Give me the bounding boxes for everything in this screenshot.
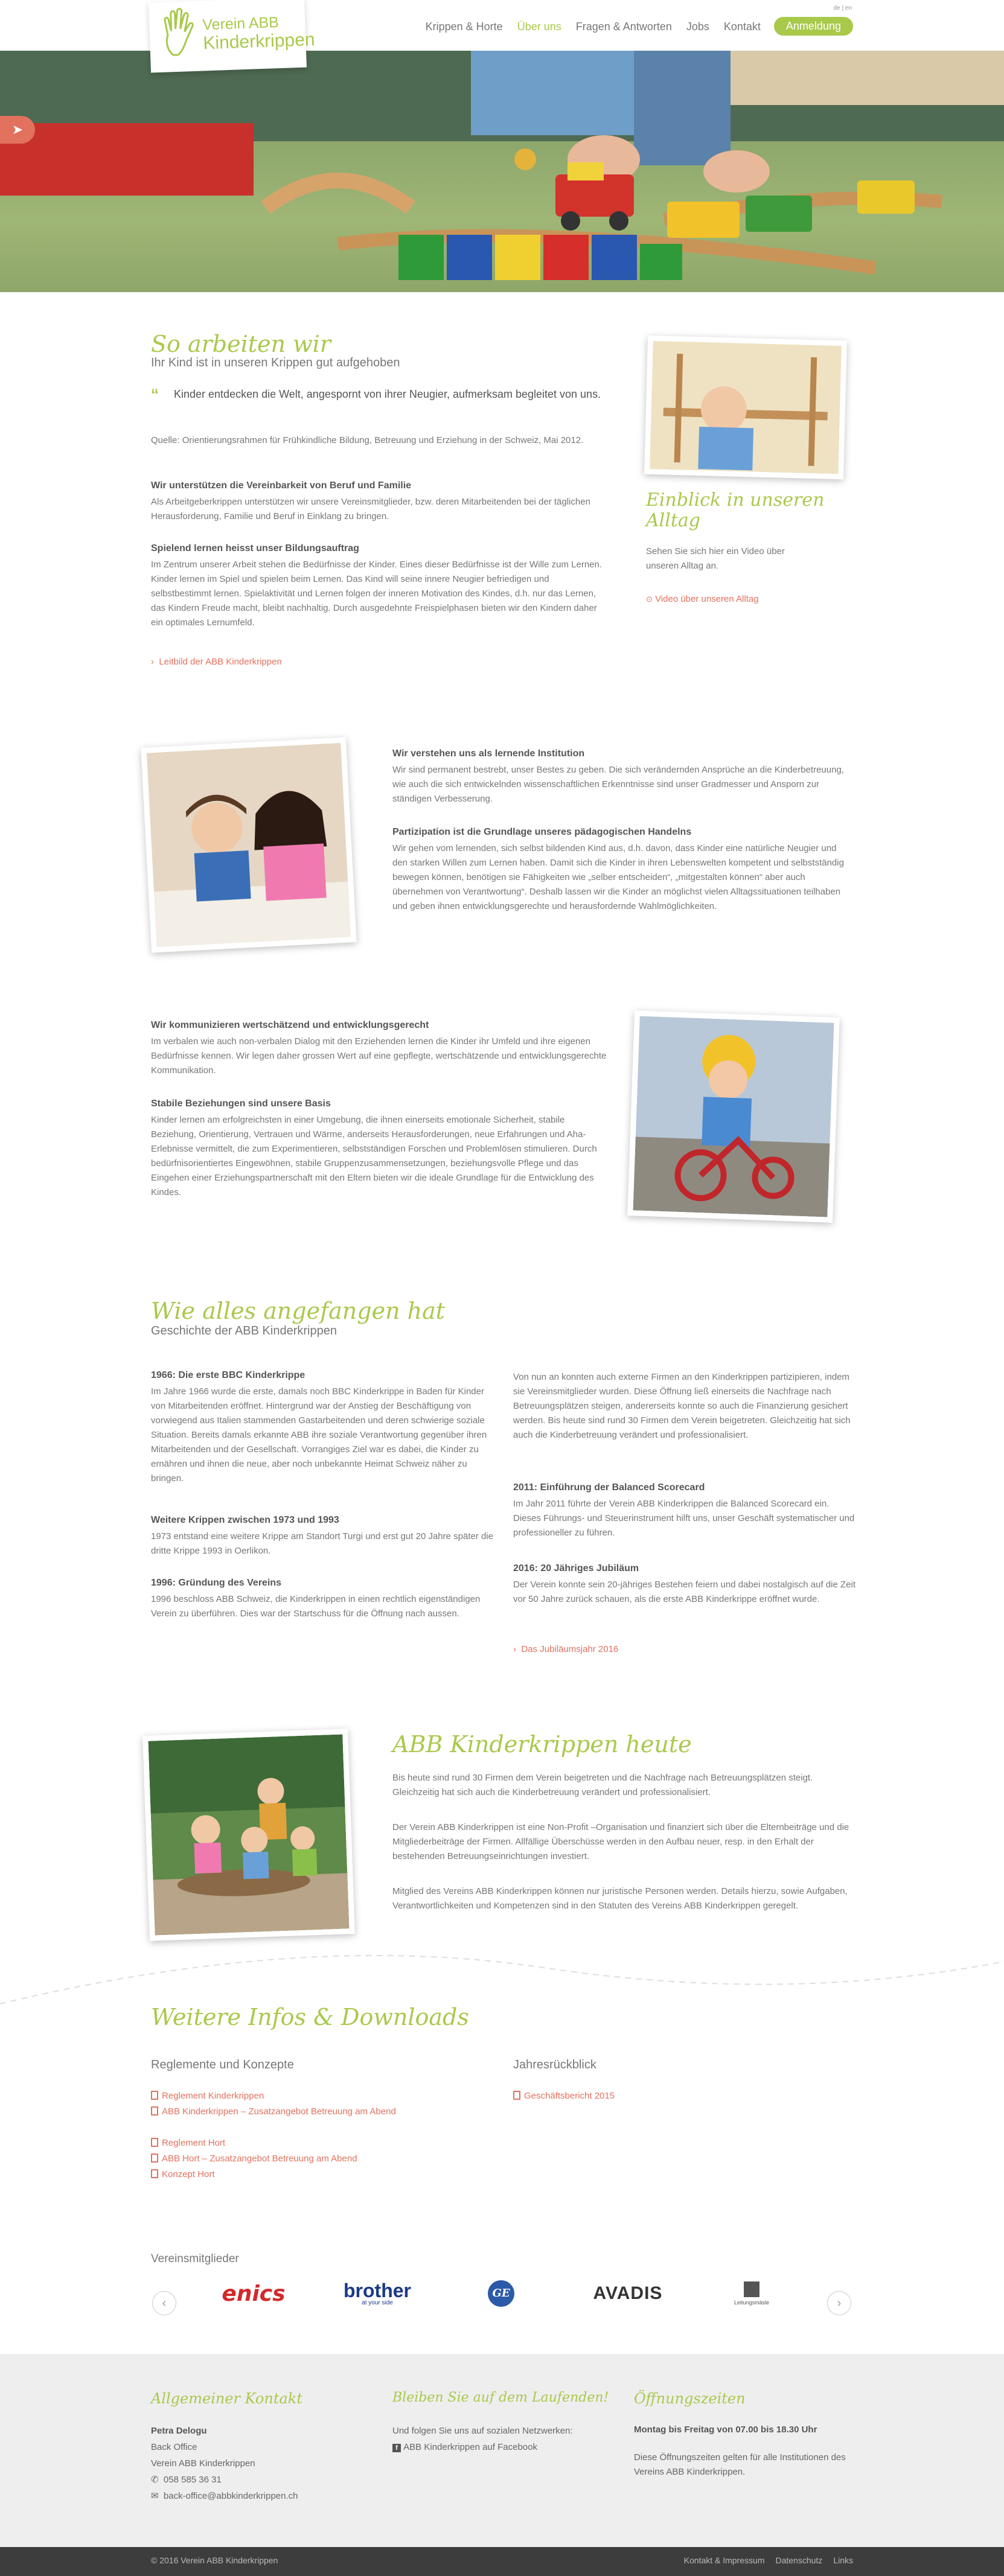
downloads-col1-group1 — [151, 2088, 396, 2120]
s2-p2-title: Partizipation ist die Grundlage unseres pädagogischen Handelns — [392, 827, 692, 837]
copyright: © 2016 Verein ABB Kinderkrippen — [151, 2555, 278, 2565]
leitbild-link-label: Leitbild der ABB Kinderkrippen — [159, 657, 282, 667]
leitungsmaesle-logo-text: Leitungsmäsle — [734, 2300, 770, 2306]
playground-illustration — [148, 1734, 349, 1935]
link-links[interactable]: Links — [833, 2555, 853, 2565]
p2-text: Im Zentrum unserer Arbeit stehen die Bedürfnisse der Kinder. Eines dieser Bedürfnisse ist der Wille zum Lernen. Kinder lernen im Spiel und spielen beim Lernen. Das Kind will seine innere Neugier befriedigen und selbstbestimmt lernen. Spielaktivität und Lernen folgen der inneren Motivation des Kindes, d.h. nur das Lernen, das Kindern Freude macht, bleibt nachhaltig. Durch ausgedehnte Freispielphasen bieten wir den Kindern daher ein optimales Lernumfeld. — [151, 560, 603, 628]
nav-ueber-uns[interactable]: Über uns — [517, 21, 561, 33]
history-subtitle: Geschichte der ABB Kinderkrippen — [151, 1324, 337, 1337]
video-link-label: Video über unseren Alltag — [655, 594, 759, 604]
chevron-left-icon: ‹ — [162, 2297, 167, 2310]
member-logo-brother[interactable] — [332, 2275, 423, 2312]
chevron-right-icon: › — [837, 2297, 842, 2310]
s2-p1-text: Wir sind permanent bestrebt, unser Bestes zu geben. Die sich verändernden Ansprüche an die Kinderbetreuung, wie auch die sich entwickelnden wissenschaftlichen Erkenntnisse sind unser Gradmesser und Ansporn zur ständigen Verbesserung. — [392, 765, 844, 804]
downloads-col2-items — [513, 2088, 615, 2104]
h1973-title: Weitere Krippen zwischen 1973 und 1993 — [151, 1515, 339, 1525]
photo-child-on-tricycle — [627, 1010, 840, 1223]
social-text: Und folgen Sie uns auf sozialen Netzwerken: — [392, 2426, 573, 2436]
downloads-col1-group2 — [151, 2135, 357, 2182]
download-reglement-hort[interactable] — [151, 2135, 357, 2151]
side-text: Sehen Sie sich hier ein Video über unseren Alltag an. — [646, 546, 785, 571]
s3-p1-title: Wir kommunizieren wertschätzend und entwicklungsgerecht — [151, 1020, 429, 1030]
source-text: Quelle: Orientierungsrahmen für Frühkindliche Bildung, Betreuung und Erziehung in der Schweiz, Mai 2012. — [151, 435, 584, 445]
photo-child-in-crib — [644, 336, 847, 480]
download-label: ABB Hort – Zusatzangebot Betreuung am Abend — [162, 2154, 357, 2164]
play-circle-icon: ⊙ — [646, 595, 653, 604]
facebook-link[interactable] — [392, 2439, 573, 2455]
section-title-today: ABB Kinderkrippen heute — [392, 1731, 692, 1758]
p1-title: Wir unterstützen die Vereinbarkeit von Beruf und Familie — [151, 480, 412, 491]
download-label: Reglement Kinderkrippen — [162, 2091, 264, 2101]
logo[interactable] — [149, 0, 316, 72]
nav-kontakt[interactable]: Kontakt — [723, 21, 761, 33]
link-kontakt-impressum[interactable]: Kontakt & Impressum — [683, 2555, 765, 2565]
p2-title: Spielend lernen heisst unser Bildungsauftrag — [151, 543, 359, 553]
brother-tagline: at your side — [362, 2299, 393, 2306]
quote-text: Kinder entdecken die Welt, angespornt von ihrer Neugier, aufmerksam begleitet von uns. — [174, 388, 601, 400]
site-header — [0, 0, 1004, 54]
today-p1: Bis heute sind rund 30 Firmen dem Verein beigetreten und die Nachfrage nach Betreuungsplätzen steigt. Gleichzeitig hat sich auch die Kinderbetreuung verändert und professionalisiert. — [392, 1773, 813, 1797]
section-title-downloads: Weitere Infos & Downloads — [151, 2004, 469, 2030]
download-geschaeftsbericht-2015[interactable] — [513, 2088, 615, 2104]
member-logo-avadis[interactable] — [586, 2275, 670, 2312]
download-label: Reglement Hort — [162, 2138, 226, 2148]
h1996-text: 1996 beschloss ABB Schweiz, die Kinderkrippen in einen rechtlich eigenständigen Verein zu überführen. Dies war der Startschuss für die Öffnung nach aussen. — [151, 1594, 481, 1619]
language-switch[interactable]: de | en — [833, 5, 852, 11]
download-konzept-hort[interactable] — [151, 2167, 357, 2182]
hours-bold: Montag bis Freitag von 07.00 bis 18.30 Uhr — [634, 2425, 817, 2435]
hand-logo-icon — [159, 7, 199, 57]
footer-social-title: Bleiben Sie auf dem Laufenden! — [392, 2390, 609, 2405]
s2-p1-title: Wir verstehen uns als lernende Institution — [392, 748, 585, 759]
contact-role: Back Office — [151, 2442, 197, 2452]
p1-text: Als Arbeitgeberkrippen unterstützen wir unsere Vereinsmitglieder, bzw. deren Mitarbeitenden bei der täglichen Herausforderung, Familie und Beruf in Einklang zu bringen. — [151, 497, 590, 521]
h2011-text: Im Jahr 2011 führte der Verein ABB Kinderkrippen die Balanced Scorecard ein. Dieses Führungs- und Steuerinstrument hilft uns, unser Geschäft systematischer und professioneller zu führen. — [513, 1499, 855, 1538]
section-subtitle: Ihr Kind ist in unseren Krippen gut aufgehoben — [151, 356, 400, 369]
s3-p2-text: Kinder lernen am erfolgreichsten in einer Umgebung, die ihnen einerseits emotionale Sicherheit, stabile Beziehung, Orientierung, Vertrauen und Wärme, anderseits Herausforderungen, neue Erfahrungen und Aha-Erlebnisse vermittelt, die zum Experimentieren, selbstständigen Forschen und Problemlösen stimulieren. Durch bedürfnisorientiertes Eingewöhnen, stabile Gruppenzusammensetzungen, beziehungsvolle Pflege und das Eingehen einer Erziehungspartnerschaft mit den Eltern bieten wir die ideale Grundlage für die Entwicklung des Kindes. — [151, 1115, 597, 1197]
quote-icon: “ — [151, 385, 159, 403]
h2016-text: Der Verein konnte sein 20-jähriges Bestehen feiern und dabei nostalgisch auf die Zeit vor 50 Jahre zurück schauen, als die erste ABB Kinderkrippe eröffnet wurde. — [513, 1580, 856, 1604]
footer-contact — [151, 2423, 298, 2504]
s3-p2-title: Stabile Beziehungen sind unsere Basis — [151, 1098, 331, 1109]
download-reglement-kinderkrippen[interactable] — [151, 2088, 396, 2104]
download-label: ABB Kinderkrippen – Zusatzangebot Betreuung am Abend — [162, 2106, 396, 2117]
toy-train-illustration — [0, 51, 1004, 292]
download-label: Geschäftsbericht 2015 — [524, 2091, 615, 2101]
paper-plane-icon: ➤ — [11, 122, 24, 137]
leitbild-link[interactable] — [151, 657, 282, 667]
pdf-icon — [151, 2106, 158, 2115]
download-kinderkrippen-abend[interactable] — [151, 2104, 396, 2120]
logo-line2: Kinderkrippen — [202, 29, 316, 54]
child-photo-illustration — [650, 341, 841, 474]
download-label: Konzept Hort — [162, 2169, 215, 2179]
hours-text: Diese Öffnungszeiten gelten für alle Institutionen des Vereins ABB Kinderkrippen. — [634, 2452, 846, 2477]
register-button[interactable]: Anmeldung — [774, 17, 853, 36]
quote — [151, 386, 604, 402]
download-hort-abend[interactable] — [151, 2151, 357, 2167]
share-button[interactable] — [0, 116, 35, 144]
pdf-icon — [151, 2138, 158, 2147]
today-p3: Mitglied des Vereins ABB Kinderkrippen können nur juristische Personen werden. Details hierzu, sowie Aufgaben, Verantwortlichkeiten und Kompetenzen sind in den Statuten des Vereins ABB Kinderkrippen geregelt. — [392, 1886, 848, 1911]
member-logo-leitungsmaesle[interactable] — [718, 2275, 785, 2312]
footer-social — [392, 2423, 573, 2455]
pdf-icon — [151, 2091, 158, 2100]
chevron-right-icon: › — [513, 1644, 516, 1654]
today-p2: Der Verein ABB Kinderkrippen ist eine Non-Profit –Organisation und finanziert sich über die Elternbeiträge und die Mitgliederbeiträge der Firmen. Allfällige Überschüsse werden in den Aufbau neuer, resp. in den Erhalt der bestehenden Betreuungseinrichtungen investiert. — [392, 1822, 849, 1861]
carousel-prev-button[interactable] — [152, 2291, 176, 2315]
main-nav — [411, 21, 853, 36]
brother-logo-text: brother — [344, 2279, 411, 2301]
h2016-title: 2016: 20 Jähriges Jubiläum — [513, 1563, 639, 1573]
pdf-icon — [151, 2169, 158, 2178]
h1966-title: 1966: Die erste BBC Kinderkrippe — [151, 1370, 305, 1380]
h1996-title: 1996: Gründung des Vereins — [151, 1578, 282, 1588]
side-title-line2: Alltag — [646, 510, 700, 531]
member-logo-ge[interactable] — [483, 2275, 519, 2312]
member-logo-enics[interactable] — [205, 2275, 302, 2312]
footer-hours — [634, 2423, 863, 2479]
nav-krippen-horte[interactable]: Krippen & Horte — [425, 21, 503, 33]
nav-jobs[interactable]: Jobs — [686, 21, 709, 33]
logo-line1: Verein ABB — [202, 14, 280, 34]
photo-children-playground — [142, 1729, 355, 1941]
hero-image — [0, 51, 1004, 292]
s2-p2-text: Wir gehen vom lernenden, sich selbst bildenden Kind aus, d.h. davon, dass Kinder eine natürliche Neugier und den starken Willen zum Lernen haben. Damit sich die Kinder in ihren Lebenswelten kompetent und selbstständig bewegen können, benötigen sie Fähigkeiten wie „selber entscheiden“, „mitgestalten können“ aber auch übernehmen von Verantwortung“. Deshalb lassen wir die Kinder an möglichst vielen Alltagssituationen teilhaben und geben ihnen entwicklungsgerechte und herausfordernde Wahlmöglichkeiten. — [392, 843, 844, 911]
contact-org: Verein ABB Kinderkrippen — [151, 2458, 255, 2469]
members-title: Vereinsmitglieder — [151, 2252, 239, 2265]
carousel-next-button[interactable] — [827, 2291, 851, 2315]
ge-logo-text: GE — [488, 2280, 514, 2307]
contact-email-address: back-office@abbkinderkrippen.ch — [163, 2491, 298, 2501]
building-icon — [744, 2281, 759, 2297]
link-datenschutz[interactable]: Datenschutz — [775, 2555, 823, 2565]
s3-p1-text: Im verbalen wie auch non-verbalen Dialog mit den Erziehenden lernen die Kinder ihr Umfeld und ihre eigenen Bedürfnisse kennen. Wir legen daher grossen Wert auf eine gepflegte, wertschätzende und entwicklungsgerechte Kommunikation. — [151, 1036, 607, 1076]
facebook-icon: f — [392, 2444, 401, 2452]
downloads-col2-title: Jahresrückblick — [513, 2058, 596, 2071]
bottom-links — [684, 2555, 853, 2565]
chevron-right-icon: › — [151, 657, 154, 667]
downloads-col1-title: Reglemente und Konzepte — [151, 2058, 294, 2071]
phone-icon: ✆ — [151, 2475, 159, 2485]
section-title-so-arbeiten-wir: So arbeiten wir — [151, 331, 331, 357]
footer-hours-title: Öffnungszeiten — [634, 2390, 746, 2407]
children-drawing-illustration — [147, 743, 351, 947]
h2011-title: 2011: Einführung der Balanced Scorecard — [513, 1482, 705, 1493]
facebook-link-label: ABB Kinderkrippen auf Facebook — [403, 2442, 537, 2452]
footer-contact-title: Allgemeiner Kontakt — [151, 2390, 302, 2407]
footer — [0, 2354, 1004, 2547]
nav-fragen-antworten[interactable]: Fragen & Antworten — [575, 21, 672, 33]
dashed-divider — [0, 1943, 1004, 2010]
pdf-icon — [513, 2091, 520, 2100]
jubilaeum-link[interactable] — [513, 1644, 618, 1654]
avadis-logo-text: AVADIS — [593, 2283, 663, 2303]
enics-logo-text: enics — [222, 2281, 286, 2306]
h1973-text: 1973 entstand eine weitere Krippe am Standort Turgi und erst gut 20 Jahre später die dritte Krippe 1993 in Oerlikon. — [151, 1531, 494, 1556]
h1966-text: Im Jahre 1966 wurde die erste, damals noch BBC Kinderkrippe in Baden für Kinder von Mitarbeitenden eröffnet. Hintergrund war der Anstieg der Beschäftigung von vorwiegend aus Italien stammenden Gastarbeitenden und deren schwierige soziale Situation. Bereits damals erkannte ABB ihre soziale Verantwortung gegenüber ihren Mitarbeitenden und der Gesellschaft. Vorrangiges Ziel war es dabei, die Kinder zu ernähren und ihnen die neue, aber noch unbekannte Heimat Schweiz näher zu bringen. — [151, 1386, 487, 1484]
contact-email[interactable] — [151, 2488, 298, 2504]
section-title-history: Wie alles angefangen hat — [151, 1298, 446, 1324]
photo-children-drawing — [141, 737, 356, 952]
contact-phone[interactable] — [151, 2472, 298, 2488]
side-title — [646, 490, 824, 531]
pdf-icon — [151, 2154, 158, 2163]
tricycle-illustration — [633, 1016, 834, 1217]
history-right-text: Von nun an konnten auch externe Firmen an den Kinderkrippen partizipieren, indem sie Vereinsmitglieder wurden. Diese Öffnung ließ einerseits die Nachfrage nach Betreuungsplätzen steigen, andererseits konnte so auch die Finanzierung gesichert werden. Bis heute sind rund 30 Firmen dem Verein beigetreten. Gleichzeitig hat sich auch die Kinderbetreuung verändert und professionalisiert. — [513, 1372, 851, 1440]
bottom-bar — [0, 2547, 1004, 2576]
jubilaeum-link-label: Das Jubiläumsjahr 2016 — [521, 1644, 619, 1654]
contact-name: Petra Delogu — [151, 2426, 207, 2436]
envelope-icon: ✉ — [151, 2491, 159, 2501]
side-title-line1: Einblick in unseren — [646, 489, 825, 511]
video-link[interactable] — [646, 594, 759, 604]
contact-phone-number: 058 585 36 31 — [163, 2475, 222, 2485]
